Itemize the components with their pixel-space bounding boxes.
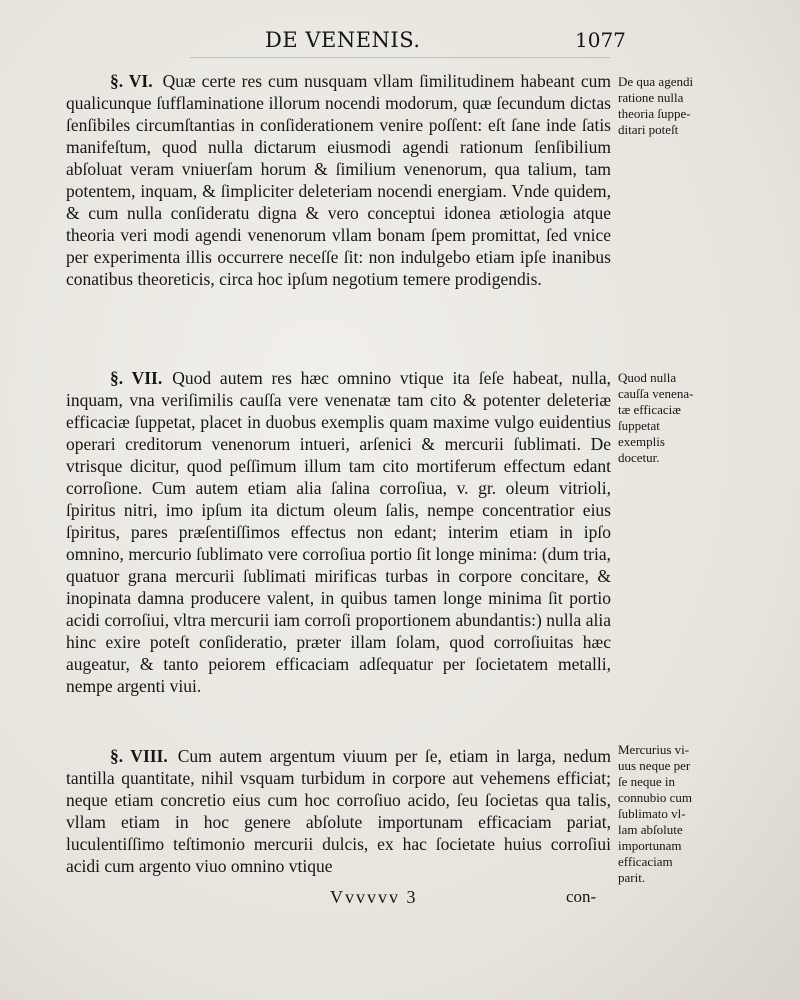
section-7	[66, 367, 611, 697]
section-text: Cum autem argentum viuum per ſe, etiam in larga, nedum tantilla quantitate, nihil vsquam turbidum in corpore aut vehemens efficiat; neque etiam concretio eius cum hoc corroſiuo acido, ſeu ſocietas qua talis, vllam etiam in hoc genere abſolute importunam efficaciam pariat, luculentiſſimo teſtimonio mercurii dulcis, ex hac ſocietate huius corroſiui acidi cum argento viuo omnino vtique	[66, 746, 611, 876]
margin-note: Quod nulla cauſſa venena- tæ efficaciæ ſuppetat exemplis docetur.	[618, 370, 694, 465]
page-number: 1077	[575, 28, 626, 52]
section-number: §. VI.	[110, 71, 153, 91]
signature-mark: Vvvvvv 3	[330, 887, 418, 907]
section-text: Quod autem res hæc omnino vtique ita ſeſe habeat, nulla, inquam, vna veriſimilis cauſſa vere venenatæ tam cito & potenter deleteriæ efficaciæ ſuppetat, placet in duobus exemplis quam maxime vulgo euidentius operari creditorum venenorum intueri, arſenici & mercurii ſublimati. De vtrisque dicitur, quod peſſimum illum tam cito mortiferum effectum edant corroſione. Cum autem etiam alia ſalina corroſiua, v. gr. oleum vitrioli, ſpiritus nitri, imo ipſum ita dictum oleum ſalis, nempe concentratior eius ſpiritus, pares præſentiſſimos effectus non edant; interim etiam in ipſo omnino, mercurio ſublimato vere corroſiua portio ſit longe minima: (dum tria, quatuor grana mercurii ſublimati mirificas turbas in corpore concitare, & inopinata damna producere valent, in quibus tamen longe minima ſit portio acidi corroſiui, vltra mercurii iam corroſi proportionem abundantis:) nulla alia hinc exire poteſt conſideratio, præter illam ſolam, quod corroſiuitas hæc augeatur, & tanto peiorem efficaciam adſequatur per ſocietatem metalli, nempe argenti viui.	[66, 368, 611, 696]
section-number: §. VII.	[110, 368, 163, 388]
margin-note: Mercurius vi- uus neque per ſe neque in connubio cum ſublimato vl- lam abſolute importunam efficaciam parit.	[618, 742, 693, 885]
section-number: §. VIII.	[110, 746, 168, 766]
margin-note: De qua agendi ratione nulla theoria ſuppe- ditari poteſt	[618, 74, 694, 137]
header-rule	[190, 57, 610, 58]
running-head: DE VENENIS.	[265, 28, 421, 52]
section-8	[66, 745, 611, 877]
catchword: con-	[566, 887, 597, 906]
section-text: Quæ certe res cum nusquam vllam ſimilitudinem habeant cum qualicunque ſufflaminatione illorum nocendi modorum, quæ ſecundum dictas ſenſibiles circumſtantias in conſiderationem venire poſſent: eſt ſane inde ſatis manifeſtum, quod nulla dictarum eiusmodi agendi rationum ſenſibilium abſoluat veram vniuerſam horum & ſimilium venenorum, qua talium, tam potentem, inquam, & ſimpliciter deleteriam nocendi energiam. Vnde quidem, & cum nulla conſideratu digna & vero conceptui idonea ætiologia atque theoria veri modi agendi venenorum vllam bonam ſpem promittat, ſed vnice per experimenta illis occurrere neceſſe ſit: non indulgebo etiam ipſe inanibus conatibus theoreticis, circa hoc ipſum negotium temere prodigendis.	[66, 71, 611, 289]
section-6	[66, 70, 611, 290]
